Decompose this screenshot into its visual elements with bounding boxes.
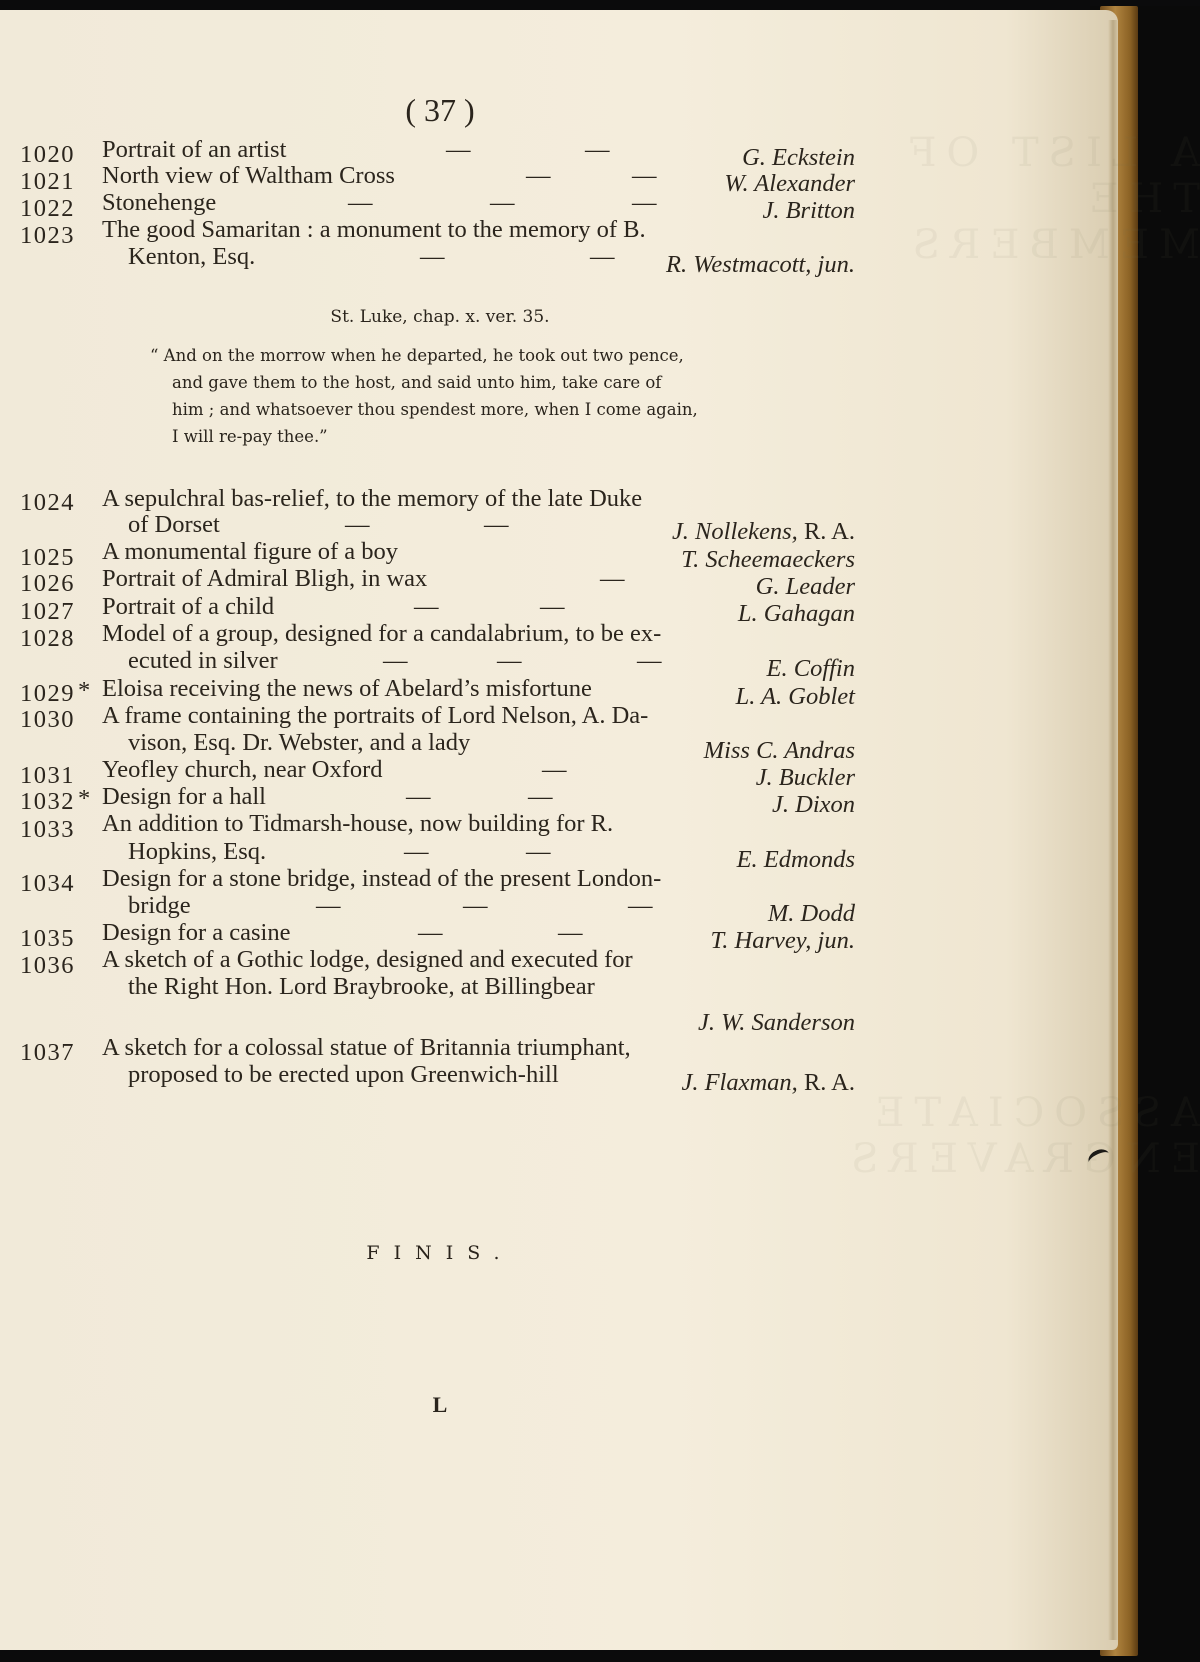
entry-artist: L. Gahagan — [737, 600, 855, 627]
entry-title: An addition to Tidmarsh-house, now building for R. — [102, 810, 614, 837]
entry-title-continued: the Right Hon. Lord Braybrooke, at Billingbear — [128, 973, 595, 1000]
new-work-asterisk: * — [78, 677, 91, 704]
entry-number: 1029 — [20, 680, 75, 707]
new-work-asterisk: * — [78, 785, 91, 812]
entry-artist: W. Alexander — [724, 170, 855, 197]
entry-number: 1027 — [20, 598, 75, 625]
entry-title: Model of a group, designed for a candalabrium, to be ex- — [102, 620, 662, 647]
entry-artist: G. Eckstein — [742, 144, 855, 171]
entry-title-continued: bridge — [128, 892, 191, 919]
entry-title-continued: vison, Esq. Dr. Webster, and a lady — [128, 729, 471, 756]
leader-dash: — — [558, 919, 583, 946]
quote-line: “ And on the morrow when he departed, he took out two pence, — [150, 346, 684, 365]
entry-number: 1030 — [20, 706, 75, 733]
entry-number: 1036 — [20, 952, 75, 979]
page-number: ( 37 ) — [405, 92, 475, 128]
leader-dash: — — [632, 189, 657, 216]
leader-dash: — — [484, 511, 509, 538]
leader-dash: — — [446, 136, 471, 163]
leader-dash: — — [463, 892, 488, 919]
entry-artist: J. Dixon — [772, 791, 855, 818]
entry-title-continued: ecuted in silver — [128, 647, 278, 674]
entry-artist: E. Edmonds — [736, 846, 855, 873]
signature-mark: L — [432, 1392, 448, 1417]
entry-title-continued: proposed to be erected upon Greenwich-hill — [128, 1061, 559, 1088]
leader-dash: — — [418, 919, 443, 946]
entry-artist: G. Leader — [755, 573, 855, 600]
entry-number: 1023 — [20, 222, 75, 249]
entry-artist: T. Scheemaeckers — [681, 546, 855, 573]
leader-dash: — — [497, 647, 522, 674]
leader-dash: — — [590, 243, 615, 270]
entry-title: A frame containing the portraits of Lord Nelson, A. Da- — [102, 702, 649, 729]
show-through-text: A LIST OF THE MEMBERS — [898, 130, 1200, 268]
show-through-text: ASSOCIATE ENGRAVERS — [841, 1090, 1200, 1182]
entry-number: 1021 — [20, 168, 75, 195]
entry-title: Design for a hall — [102, 783, 266, 810]
artist-name: J. Nollekens, — [671, 518, 798, 545]
leader-dash: — — [345, 511, 370, 538]
entry-title-continued: Kenton, Esq. — [128, 243, 256, 270]
entry-artist: E. Coffin — [766, 655, 855, 682]
leader-dash: — — [585, 136, 610, 163]
entry-title: Portrait of Admiral Bligh, in wax — [102, 565, 428, 592]
entry-artist: J. W. Sanderson — [698, 1009, 855, 1036]
entry-artist: J. Buckler — [755, 764, 855, 791]
entry-title: A sketch for a colossal statue of Britannia triumphant, — [102, 1034, 631, 1061]
leader-dash: — — [414, 593, 439, 620]
entry-artist: J. Britton — [762, 197, 855, 224]
entry-artist: M. Dodd — [767, 900, 855, 927]
entry-number: 1034 — [20, 870, 75, 897]
entry-number: 1033 — [20, 816, 75, 843]
entry-title: Portrait of a child — [102, 593, 275, 620]
entry-number: 1031 — [20, 762, 75, 789]
leader-dash: — — [406, 783, 431, 810]
leader-dash: — — [632, 162, 657, 189]
entry-title: A monumental figure of a boy — [102, 538, 398, 565]
entry-number: 1020 — [20, 141, 75, 168]
leader-dash: — — [528, 783, 553, 810]
entry-title: Design for a casine — [102, 919, 291, 946]
entry-number: 1028 — [20, 625, 75, 652]
entry-artist — [681, 1071, 855, 1096]
entry-artist — [672, 520, 855, 545]
quote-line: him ; and whatsoever thou spendest more, when I come again, — [172, 400, 698, 419]
leader-dash: — — [420, 243, 445, 270]
leader-dash: — — [348, 189, 373, 216]
entry-number: 1037 — [20, 1039, 75, 1066]
entry-artist: R. Westmacott, jun. — [666, 251, 855, 278]
leader-dash: — — [637, 647, 662, 674]
finis-colophon: FINIS. — [366, 1242, 514, 1264]
leader-dash: — — [383, 647, 408, 674]
entry-title: A sepulchral bas-relief, to the memory of the late Duke — [102, 485, 643, 512]
entry-title: Design for a stone bridge, instead of the present London- — [102, 865, 662, 892]
entry-number: 1024 — [20, 489, 75, 516]
entry-title: Stonehenge — [102, 189, 217, 216]
artist-suffix: R. A. — [803, 518, 855, 545]
entry-artist: L. A. Goblet — [735, 683, 855, 710]
leader-dash: — — [526, 162, 551, 189]
entry-number: 1025 — [20, 544, 75, 571]
entry-title: Eloisa receiving the news of Abelard’s misfortune — [102, 675, 592, 702]
leader-dash: — — [526, 838, 551, 865]
entry-title: A sketch of a Gothic lodge, designed and executed for — [102, 946, 633, 973]
entry-number: 1035 — [20, 925, 75, 952]
leader-dash: — — [600, 565, 625, 592]
artist-name: J. Flaxman, — [681, 1069, 798, 1096]
leader-dash: — — [540, 593, 565, 620]
scripture-reference: St. Luke, chap. x. ver. 35. — [330, 307, 550, 327]
leader-dash: — — [628, 892, 653, 919]
quote-line: I will re-pay thee.” — [172, 427, 328, 446]
leader-dash: — — [404, 838, 429, 865]
leader-dash: — — [490, 189, 515, 216]
entry-title: Yeofley church, near Oxford — [102, 756, 383, 783]
entry-number: 1022 — [20, 195, 75, 222]
entry-artist: T. Harvey, jun. — [710, 927, 855, 954]
artist-suffix: R. A. — [803, 1069, 855, 1096]
entry-title: The good Samaritan : a monument to the memory of B. — [102, 216, 646, 243]
entry-title-continued: of Dorset — [128, 511, 220, 538]
entry-title: North view of Waltham Cross — [102, 162, 395, 189]
leader-dash: — — [316, 892, 341, 919]
entry-title: Portrait of an artist — [102, 136, 287, 163]
quote-line: and gave them to the host, and said unto him, take care of — [172, 373, 662, 392]
entry-title-continued: Hopkins, Esq. — [128, 838, 267, 865]
entry-artist: Miss C. Andras — [703, 737, 855, 764]
entry-number: 1026 — [20, 570, 75, 597]
entry-number: 1032 — [20, 788, 75, 815]
leader-dash: — — [542, 756, 567, 783]
